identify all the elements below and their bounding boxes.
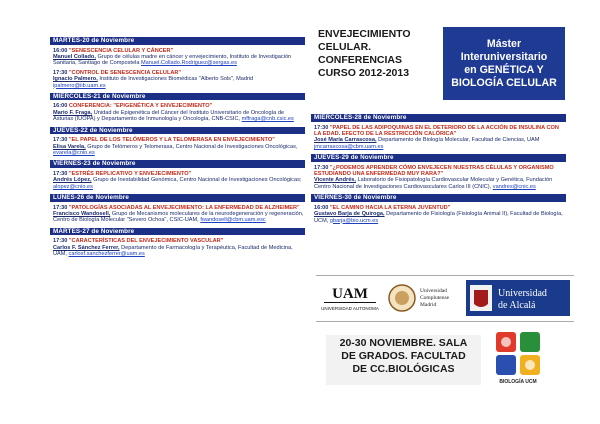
talk-affiliation: Grupo de Inestabilidad Genómica, Centro Nacional de Investigaciones Oncológicas; — [93, 177, 302, 184]
title-line: CELULAR. — [318, 41, 372, 53]
master-box — [443, 27, 565, 100]
talk-email[interactable]: Manuel.Collado.Rodriguez@sergas.es — [141, 60, 237, 67]
talk-title: "EL PAPEL DE LOS TELÓMEROS Y LA TELOMERASA EN ENVEJECIMIENTO" — [68, 137, 275, 144]
talk-email[interactable]: ipalmero@iib.uam.es — [53, 82, 106, 89]
biologia-label: BIOLOGÍA UCM — [499, 379, 537, 385]
talk-title: "PAPEL DE LAS ADIPOQUINAS EN EL DETERIORO DE LA ACCIÓN DE INSULINA CON LA EDAD. EFECTO DE LA RESTRICCIÓN CALÓRICA" — [314, 124, 559, 137]
master-line: en GENÉTICA Y — [464, 63, 544, 76]
master-line: BIOLOGÍA CELULAR — [451, 76, 557, 89]
day-header: JUEVES-22 de Noviembre — [50, 127, 305, 135]
event-title — [314, 28, 440, 98]
talk-affiliation: Grupo de Telómeros y Telomerasa, Centro Nacional de Investigaciones Oncológicas, — [87, 143, 298, 150]
talk-email[interactable]: jmcarrascosa@cbm.uam.es — [314, 143, 384, 150]
talk-title: "PATOLOGÍAS ASOCIADAS AL ENVEJECIMIENTO: LA ENFERMEDAD DE ALZHEIMER" — [68, 204, 300, 211]
master-line: Interuniversitario — [460, 50, 548, 63]
talk-title: "CARACTERÍSTICAS DEL ENVEJECIMIENTO VASCULAR" — [68, 238, 224, 245]
talk-time: 16:00 — [53, 47, 68, 54]
ucm-line: Madrid — [420, 302, 437, 308]
ucm-crest-icon — [388, 280, 458, 316]
talk-affiliation: Departamento de Fisiología (Fisiología Animal II), Facultad de Biología, UCM, — [314, 211, 563, 224]
talk-time: 17:30 — [53, 69, 68, 76]
alcala-line: Universidad — [498, 288, 547, 299]
talk-speaker: Vicente Andrés, — [314, 177, 356, 184]
talk-time: 17:30 — [53, 238, 68, 245]
talk-title: "EL CAMINO HACIA LA ETERNA JUVENTUD" — [329, 204, 451, 211]
talk-email[interactable]: carlosf.sanchezferrer@uam.es — [68, 251, 145, 258]
talk-email[interactable]: fwandosell@cbm.uam.esc — [200, 217, 266, 224]
day-header: VIERNES-23 de Noviembre — [50, 160, 305, 168]
ucm-line: Universidad — [420, 288, 447, 294]
talk-entry — [50, 238, 305, 257]
talk-time: 17:30 — [53, 137, 68, 144]
day-header: MARTES-27 de Noviembre — [50, 228, 305, 236]
talk-entry — [311, 165, 566, 191]
title-line: ENVEJECIMIENTO — [318, 28, 411, 40]
venue-box — [326, 335, 481, 385]
venue-line: DE GRADOS. FACULTAD — [341, 350, 466, 362]
talk-time: 16:00 — [314, 204, 329, 211]
talk-time: 16:00 — [53, 103, 68, 110]
left-column — [50, 33, 305, 258]
alcala-logo — [466, 280, 570, 316]
talk-speaker: Gustavo Barja de Quiroga, — [314, 211, 385, 218]
uam-name: UNIVERSIDAD AUTONOMA — [321, 306, 379, 311]
talk-time: 17:30 — [314, 124, 329, 131]
talk-time: 17:30 — [314, 164, 329, 171]
day-header: LUNES-26 de Noviembre — [50, 194, 305, 202]
venue-line: 20-30 NOVIEMBRE. SALA — [339, 337, 468, 349]
talk-title: "SENESCENCIA CELULAR Y CÁNCER" — [68, 47, 174, 54]
day-header: MIÉRCOLES-21 de Noviembre — [50, 93, 305, 101]
talk-title: CONFERENCIA: "EPIGENÉTICA Y ENVEJECIMIENTO" — [68, 103, 213, 110]
talk-entry — [50, 205, 305, 224]
uam-logo — [320, 280, 380, 316]
day-header: VIERNES-30 de Noviembre — [311, 194, 566, 202]
uam-emblem-icon — [320, 280, 380, 316]
talk-entry — [50, 103, 305, 122]
talk-entry — [50, 137, 305, 156]
ucm-logo — [388, 280, 458, 316]
talk-email[interactable]: alopez@cnio.es — [53, 183, 93, 190]
talk-entry — [311, 125, 566, 151]
talk-title: "ESTRÉS REPLICATIVO Y ENVEJECIMIENTO" — [68, 170, 192, 177]
talk-affiliation: Instituto de Investigaciones Biomédicas "Alberto Sols", Madrid — [99, 76, 254, 83]
title-line: CONFERENCIAS — [318, 54, 403, 66]
talk-entry — [50, 48, 305, 67]
day-header: MIÉRCOLES-28 de Noviembre — [311, 114, 566, 122]
biologia-ucm-logo — [490, 330, 550, 385]
talk-affiliation: Departamento de Farmacología y Terapéutica, Facultad de Medicina, UAM, — [53, 244, 293, 258]
university-logos — [316, 275, 574, 322]
alcala-line: de Alcalá — [498, 300, 536, 311]
venue-line: DE CC.BIOLÓGICAS — [352, 363, 455, 375]
day-header: JUEVES-29 de Noviembre — [311, 154, 566, 162]
talk-speaker: Ignacio Palmero, — [53, 76, 98, 83]
talk-title: "¿PODEMOS APRENDER CÓMO ENVEJECEN NUESTRAS CÉLULAS Y ORGANISMO ESTUDIANDO UNA ENFERMEDAD MUY RARA?" — [314, 164, 554, 178]
talk-title: "CONTROL DE SENESCENCIA CELULAR" — [68, 69, 182, 76]
talk-speaker: José María Carrascosa, — [314, 137, 377, 144]
talk-affiliation: Departamento de Biología Molecular, Facultad de Ciencias, UAM — [378, 137, 540, 144]
master-line: Máster — [486, 37, 522, 50]
uam-letters: UAM — [332, 286, 368, 302]
ucm-line: Complutense — [420, 295, 450, 301]
talk-speaker: Francisco Wandosell, — [53, 211, 111, 217]
talk-entry — [50, 70, 305, 89]
talk-speaker: Andrés López, — [53, 177, 92, 184]
talk-affiliation: Laboratorio de Fisiopatología Cardiovascular Molecular y Genética, Fundación Centro Nacional de Investigaciones Cardiovasculares Carlos III (CNIC), — [314, 177, 553, 190]
talk-email[interactable]: evarela@cnio.es — [53, 149, 95, 156]
talk-affiliation: Unidad de Epigenética del Cáncer del Instituto Universitario de Oncología de Asturias (IUOPA) y Departamento de Inmunología y Oncología, CNB-CSIC, — [53, 109, 285, 123]
talk-speaker: Elisa Varela, — [53, 143, 86, 150]
talk-entry — [50, 171, 305, 190]
talk-speaker: Manuel Collado, — [53, 53, 96, 60]
right-column — [311, 110, 566, 224]
talk-affiliation: Grupo de células madre en cáncer y envejecimiento, Instituto de Investigación Sanitaria, Santiago de Compostela — [53, 53, 292, 67]
talk-email[interactable]: gbarja@bio.ucm.es — [329, 217, 379, 224]
title-line: CURSO 2012-2013 — [318, 67, 410, 79]
talk-email[interactable]: mffraga@cnb.csic.es — [241, 116, 294, 123]
talk-time: 17:30 — [53, 204, 68, 211]
alcala-crest-icon — [466, 280, 570, 316]
day-header: MARTES-20 de Noviembre — [50, 37, 305, 45]
talk-speaker: Mario F. Fraga, — [53, 109, 93, 116]
talk-time: 17:30 — [53, 170, 68, 177]
talk-email[interactable]: vandres@cnic.es — [492, 183, 536, 190]
biologia-icon — [490, 330, 550, 385]
talk-entry — [311, 205, 566, 224]
talk-affiliation: Grupo de Mecanismos moleculares de la neurodegeneración y regeneración, Centro de Biología Molecular "Severo Ochoa", CSIC-UAM, — [53, 211, 304, 224]
talk-speaker: Carlos F. Sánchez Ferrer, — [53, 244, 120, 251]
